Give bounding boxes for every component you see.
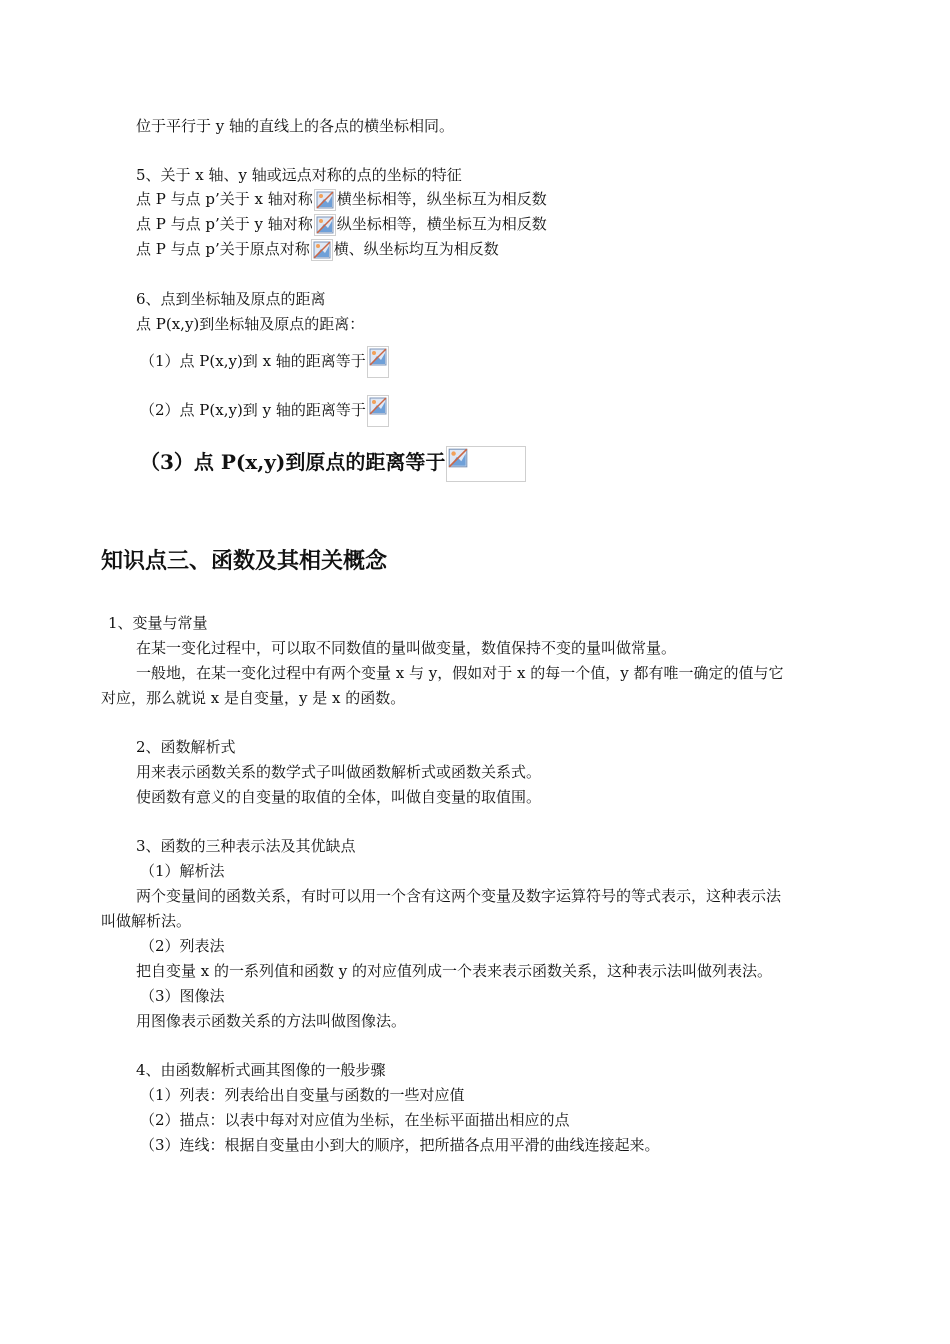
- section-6-title: 6、点到坐标轴及原点的距离: [136, 290, 326, 308]
- distance-y-axis-line: [140, 394, 390, 427]
- section-1-paragraph-2: 一般地，在某一变化过程中有两个变量 x 与 y，假如对于 x 的每一个值，y 都有唯一确定的值与它: [136, 664, 784, 682]
- section-1-paragraph-2-cont: 对应，那么就说 x 是自变量，y 是 x 的函数。: [101, 689, 406, 707]
- symmetry-y-axis-rule: 纵坐标相等，横坐标互为相反数: [336, 215, 547, 233]
- step-plot-points: （2）描点：以表中每对对应值为坐标，在坐标平面描出相应的点: [140, 1111, 570, 1129]
- section-2-title: 2、函数解析式: [136, 738, 236, 756]
- broken-image-icon: [314, 189, 336, 211]
- coordinate-note-line: 位于平行于 y 轴的直线上的各点的横坐标相同。: [136, 117, 455, 135]
- section-5-title: 5、关于 x 轴、y 轴或远点对称的点的坐标的特征: [136, 166, 462, 184]
- distance-x-axis-text: （1）点 P(x,y)到 x 轴的距离等于: [140, 352, 366, 370]
- distance-y-axis-text: （2）点 P(x,y)到 y 轴的距离等于: [140, 401, 366, 419]
- symmetry-origin-line: [136, 239, 499, 261]
- section-2-paragraph-2: 使函数有意义的自变量的取值的全体，叫做自变量的取值围。: [136, 788, 542, 806]
- section-4-title: 4、由函数解析式画其图像的一般步骤: [136, 1061, 386, 1079]
- distance-x-axis-line: [140, 345, 390, 378]
- method-graph-title: （3）图像法: [140, 987, 225, 1005]
- section-1-paragraph-1: 在某一变化过程中，可以取不同数值的量叫做变量，数值保持不变的量叫做常量。: [136, 639, 677, 657]
- broken-image-icon: [446, 446, 526, 482]
- symmetry-origin-rule: 横、纵坐标均互为相反数: [333, 240, 499, 258]
- symmetry-y-axis-line: [136, 214, 547, 236]
- method-analytic-text-cont: 叫做解析法。: [101, 912, 192, 930]
- distance-origin-text: （3）点 P(x,y)到原点的距离等于: [140, 450, 446, 474]
- symmetry-x-axis-rule: 横坐标相等，纵坐标互为相反数: [336, 190, 547, 208]
- symmetry-x-axis-line: [136, 189, 547, 211]
- section-6-intro: 点 P(x,y)到坐标轴及原点的距离：: [136, 315, 365, 333]
- method-analytic-title: （1）解析法: [140, 862, 225, 880]
- symmetry-y-axis-text: 点 P 与点 p’关于 y 轴对称: [136, 215, 313, 233]
- broken-image-icon: [314, 214, 336, 236]
- section-2-paragraph-1: 用来表示函数关系的数学式子叫做函数解析式或函数关系式。: [136, 763, 542, 781]
- section-1-title: 1、变量与常量: [108, 614, 208, 632]
- method-table-title: （2）列表法: [140, 937, 225, 955]
- broken-image-icon: [367, 346, 389, 378]
- section-3-title: 3、函数的三种表示法及其优缺点: [136, 837, 356, 855]
- symmetry-origin-text: 点 P 与点 p’关于原点对称: [136, 240, 310, 258]
- method-analytic-text: 两个变量间的函数关系，有时可以用一个含有这两个变量及数字运算符号的等式表示，这种表示法: [136, 887, 782, 905]
- knowledge-point-3-heading: 知识点三、函数及其相关概念: [101, 548, 388, 574]
- broken-image-icon: [367, 395, 389, 427]
- broken-image-icon: [311, 239, 333, 261]
- method-table-text: 把自变量 x 的一系列值和函数 y 的对应值列成一个表来表示函数关系，这种表示法叫做列表法。: [136, 962, 773, 980]
- distance-origin-line: [140, 444, 527, 482]
- step-connect-line: （3）连线：根据自变量由小到大的顺序，把所描各点用平滑的曲线连接起来。: [140, 1136, 660, 1154]
- step-list-table: （1）列表：列表给出自变量与函数的一些对应值: [140, 1086, 465, 1104]
- symmetry-x-axis-text: 点 P 与点 p’关于 x 轴对称: [136, 190, 313, 208]
- method-graph-text: 用图像表示函数关系的方法叫做图像法。: [136, 1012, 407, 1030]
